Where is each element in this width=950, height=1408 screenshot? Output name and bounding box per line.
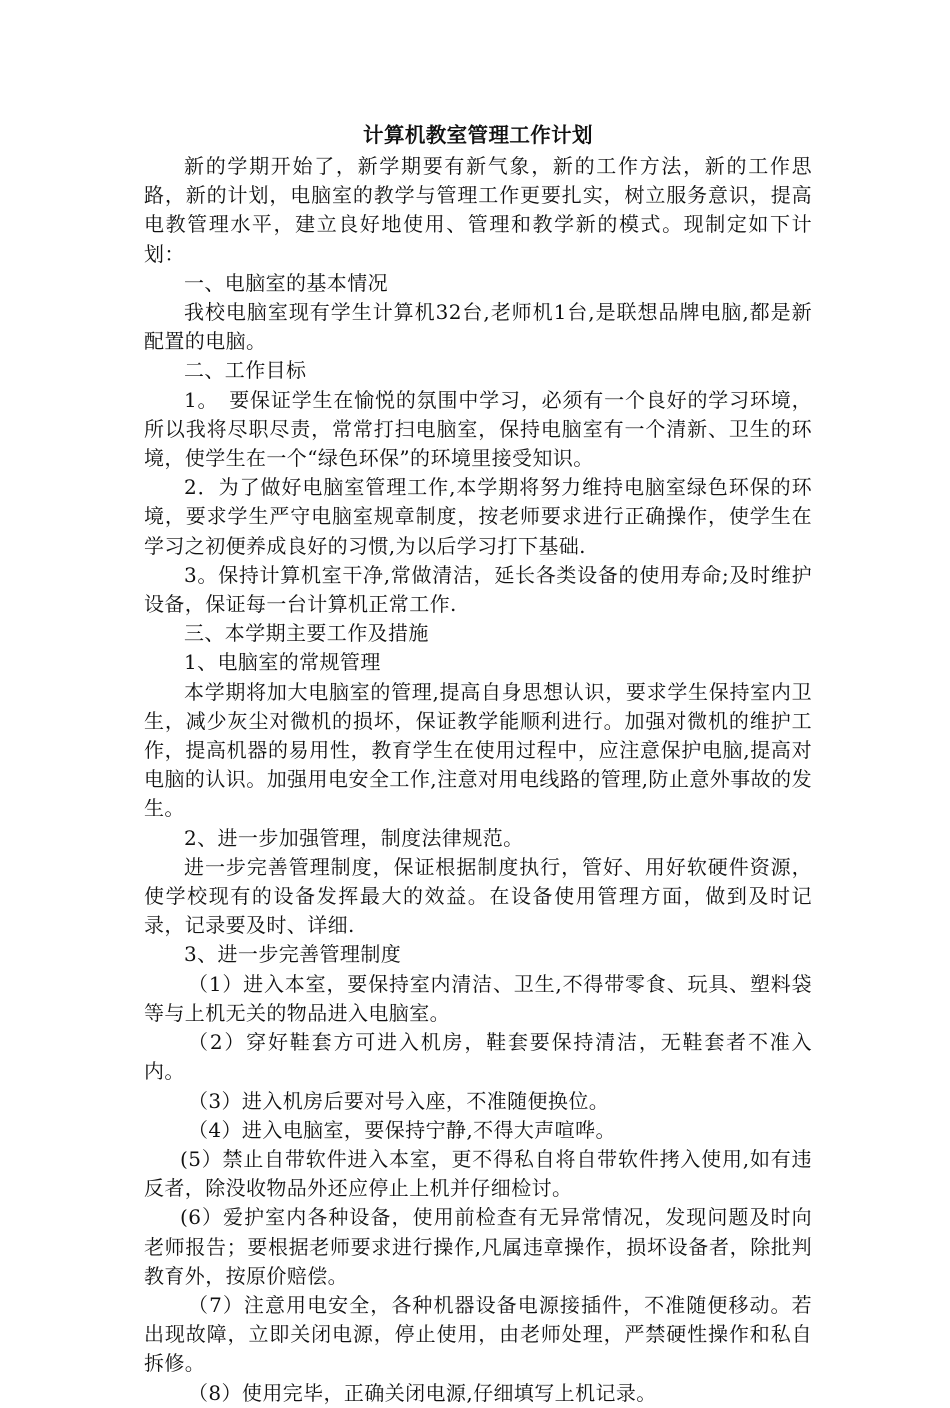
section-heading-main-work: 三、本学期主要工作及措施 [184,621,429,646]
subheading-routine-management: 1、电脑室的常规管理 [184,650,381,675]
rule-item-8: （8）使用完毕，正确关闭电源,仔细填写上机记录。 [188,1380,657,1405]
rule-item-6: (6）爱护室内各种设备，使用前检查有无异常情况，发现问题及时向老师报告；要根据老师要求进行操作,凡属违章操作，损坏设备者，除批判教育外，按原价赔偿。 [144,1205,812,1288]
rule-item-7: （7）注意用电安全，各种机器设备电源接插件，不准随便移动。若出现故障，立即关闭电源，停止使用，由老师处理，严禁硬性操作和私自拆修。 [144,1292,812,1376]
paragraph-strengthen-management: 进一步完善管理制度，保证根据制度执行，管好、用好软硬件资源，使学校现有的设备发挥最大的效益。在设备使用管理方面，做到及时记录，记录要及时、详细. [144,854,812,938]
rule-item-5: (5）禁止自带软件进入本室，更不得私自将自带软件拷入使用,如有违反者，除没收物品外还应停止上机并仔细检讨。 [144,1146,812,1201]
rule-item-3: （3）进入机房后要对号入座，不准随便换位。 [188,1088,610,1113]
rule-item-4: （4）进入电脑室，要保持宁静,不得大声喧哗。 [188,1117,616,1142]
paragraph-basic-situation: 我校电脑室现有学生计算机32台,老师机1台,是联想品牌电脑,都是新配置的电脑。 [144,300,812,354]
paragraph-goal-3: 3。保持计算机室干净,常做清洁，延长各类设备的使用寿命;及时维护设备，保证每一台计算机正常工作. [144,562,812,617]
subheading-improve-rules: 3、进一步完善管理制度 [184,942,402,967]
section-heading-basic-situation: 一、电脑室的基本情况 [184,270,388,295]
document-title: 计算机教室管理工作计划 [363,123,593,147]
paragraph-goal-2: 2．为了做好电脑室管理工作,本学期将努力维持电脑室绿色环保的环境，要求学生严守电脑室规章制度，按老师要求进行正确操作，使学生在学习之初便养成良好的习惯,为以后学习打下基础. [144,475,812,558]
rule-item-2: （2）穿好鞋套方可进入机房，鞋套要保持清洁，无鞋套者不准入内。 [144,1030,812,1084]
paragraph-goal-1: 1。 要保证学生在愉悦的氛围中学习，必须有一个良好的学习环境，所以我将尽职尽责，常常打扫电脑室，保持电脑室有一个清新、卫生的环境，使学生在一个“绿色环保”的环境里接受知识。 [144,387,812,471]
subheading-strengthen-management: 2、进一步加强管理，制度法律规范。 [184,825,524,850]
paragraph-routine-management: 本学期将加大电脑室的管理,提高自身思想认识，要求学生保持室内卫生，减少灰尘对微机的损坏，保证教学能顺利进行。加强对微机的维护工作，提高机器的易用性，教育学生在使用过程中，应注意保护电脑,提高对电脑的认识。加强用电安全工作,注意对用电线路的管理,防止意外事故的发生。 [144,679,812,821]
document-page [144,118,812,1408]
section-heading-goals: 二、工作目标 [184,358,307,383]
rule-item-1: （1）进入本室，要保持室内清洁、卫生,不得带零食、玩具、塑料袋等与上机无关的物品进入电脑室。 [144,971,812,1025]
paragraph-intro: 新的学期开始了，新学期要有新气象，新的工作方法，新的工作思路，新的计划，电脑室的教学与管理工作更要扎实，树立服务意识，提高电教管理水平，建立良好地使用、管理和教学新的模式。现制定如下计划： [144,154,812,266]
